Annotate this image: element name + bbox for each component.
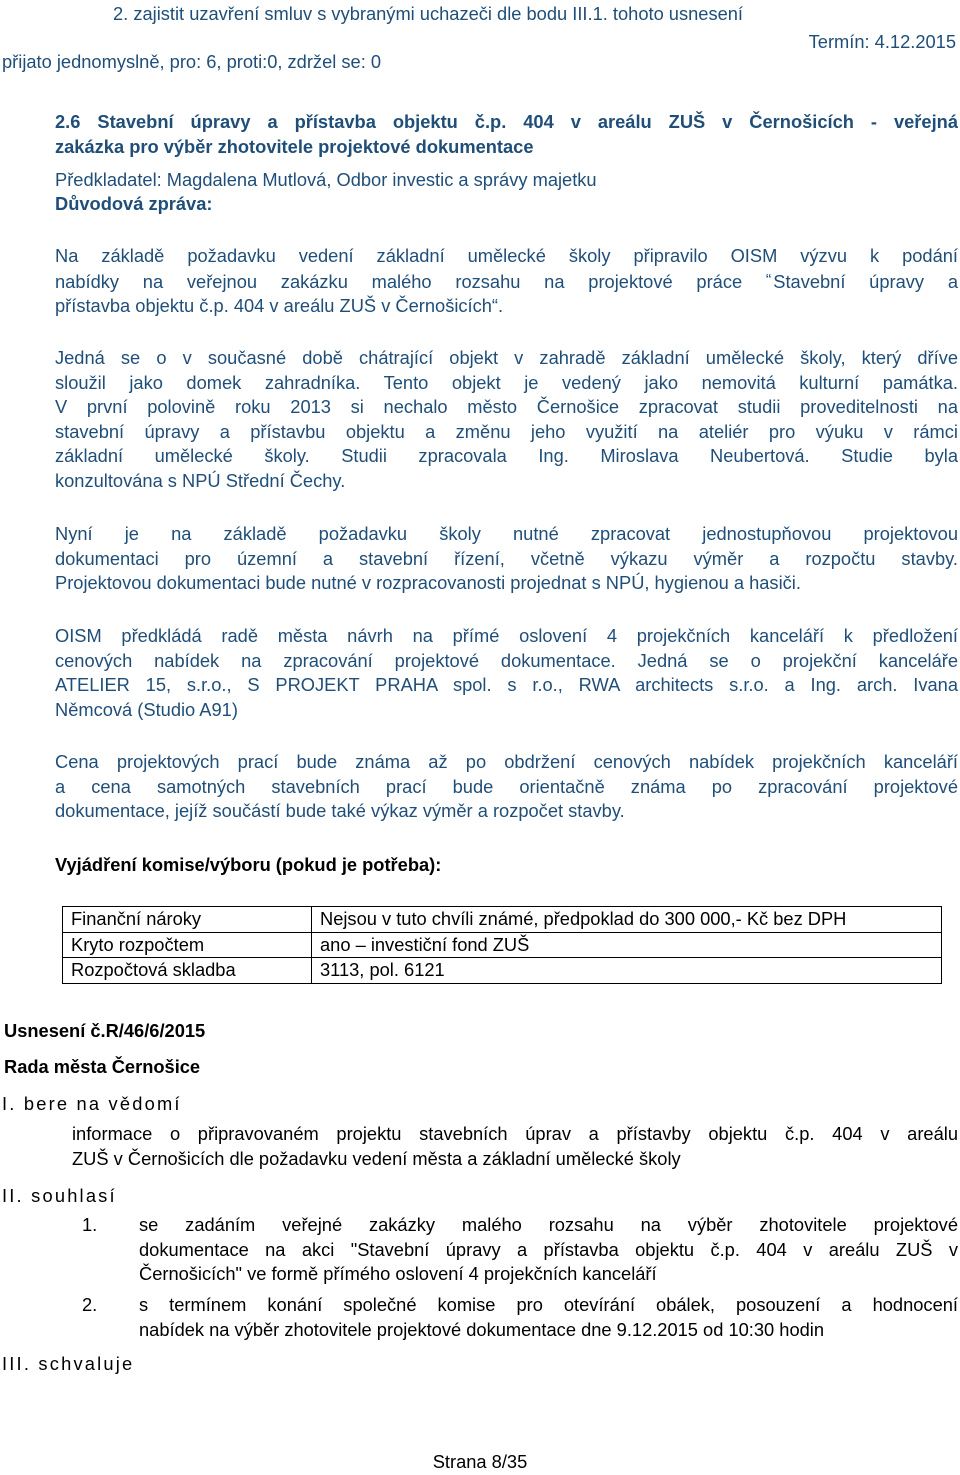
previous-item-2: 2. zajistit uzavření smluv s vybranými uchazeči dle bodu III.1. tohoto usnesení: [113, 3, 744, 24]
text-line: Projektovou dokumentaci bude nutné v rozpracovanosti projednat s NPÚ, hygienou a hasiči.: [55, 572, 801, 593]
council-name: Rada města Černošice: [4, 1056, 201, 1077]
table-cell-label: Finanční nároky: [63, 907, 312, 933]
text-line: Němcová (Studio A91): [55, 698, 238, 720]
table-cell-value: ano – investiční fond ZUŠ: [312, 932, 942, 958]
text-fragment: nabídky na veřejnou zakázku malého rozsahu na projektové práce: [55, 270, 743, 292]
text-line: V první polovině roku 2013 si nechalo město Černošice zpracovat studii proveditelnosti na: [55, 396, 958, 417]
text-line: [55, 269, 958, 295]
financial-table: [62, 906, 942, 984]
resolution-number: Usnesení č.R/46/6/2015: [4, 1020, 206, 1041]
text-line: informace o připravovaném projektu stavebních úprav a přístavby objektu č.p. 404 v areálu: [72, 1123, 958, 1144]
text-line: ZUŠ v Černošicích dle požadavku vedení města a základní umělecké školy: [72, 1147, 681, 1169]
text-line: přístavba objektu č.p. 404 v areálu ZUŠ v Černošicích“.: [55, 295, 504, 316]
text-line: se zadáním veřejné zakázky malého rozsahu na výběr zhotovitele projektové: [139, 1214, 958, 1235]
text-line: Černošicích" ve formě přímého oslovení 4 projekčních kanceláří: [139, 1263, 657, 1284]
text-line: dokumentaci pro územní a stavební řízení, včetně výkazu výměr a rozpočtu stavby.: [55, 547, 958, 569]
text-line: nabídek na výběr zhotovitele projektové dokumentace dne 9.12.2015 od 10:30 hodin: [139, 1318, 825, 1340]
committee-heading: Vyjádření komise/výboru (pokud je potřeba):: [55, 854, 442, 875]
text-line: Jedná se o v současné době chátrající objekt v zahradě základní umělecké školy, který dříve: [55, 347, 958, 368]
text-line: s termínem konání společné komise pro otevírání obálek, posouzení a hodnocení: [139, 1294, 958, 1315]
deadline: Termín: 4.12.2015: [808, 31, 956, 52]
table-cell-value: Nejsou v tuto chvíli známé, předpoklad do 300 000,- Kč bez DPH: [312, 907, 942, 933]
paragraph: [55, 750, 958, 824]
text-line: cenových nabídek na zpracování projektové dokumentace. Jedná se o projekční kanceláře: [55, 649, 958, 671]
text-line: OISM předkládá radě města návrh na přímé oslovení 4 projekčních kanceláří k předložení: [55, 625, 958, 646]
table-cell-label: Kryto rozpočtem: [63, 932, 312, 958]
text-line: ATELIER 15, s.r.o., S PROJEKT PRAHA spol. s r.o., RWA architects s.r.o. a Ing. arch. Ivana: [55, 674, 958, 695]
submitter: Předkladatel: Magdalena Mutlová, Odbor investic a správy majetku: [55, 169, 597, 190]
text-fragment: Stavební úpravy a: [773, 270, 958, 292]
table-row: [63, 932, 942, 958]
section-heading-line: 2.6 Stavební úpravy a přístavba objektu č.p. 404 v areálu ZUŠ v Černošicích - veřejná: [55, 111, 958, 132]
paragraph: [55, 346, 958, 493]
text-line: Nyní je na základě požadavku školy nutné zpracovat jednostupňovou projektovou: [55, 523, 958, 544]
vote-result: přijato jednomyslně, pro: 6, proti:0, zdržel se: 0: [2, 51, 382, 72]
list-item-number: 2.: [82, 1294, 98, 1315]
text-line: Na základě požadavku vedení základní umělecké školy připravilo OISM výzvu k podání: [55, 245, 958, 266]
section-heading: [55, 110, 958, 159]
text-line: základní umělecké školy. Studii zpracovala Ing. Miroslava Neubertová. Studie byla: [55, 445, 958, 466]
quote-mark: “: [765, 271, 772, 289]
text-line: dokumentace na akci "Stavební úpravy a přístavba objektu č.p. 404 v areálu ZUŠ v: [139, 1238, 958, 1260]
text-line: a cena samotných stavebních prací bude orientačně známa po zpracování projektové: [55, 775, 958, 797]
table-cell-label: Rozpočtová skladba: [63, 958, 312, 984]
table-row: [63, 907, 942, 933]
paragraph: [55, 522, 958, 596]
list-item-number: 1.: [82, 1214, 98, 1235]
resolution-section-text: [72, 1122, 958, 1171]
table-cell-value: 3113, pol. 6121: [312, 958, 942, 984]
list-item: [139, 1213, 958, 1287]
page-number: Strana 8/35: [432, 1451, 528, 1472]
resolution-section-heading: I. bere na vědomí: [2, 1093, 182, 1114]
resolution-section-heading: III. schvaluje: [2, 1353, 135, 1374]
text-line: sloužil jako domek zahradníka. Tento objekt je vedený jako nemovitá kulturní památka.: [55, 371, 958, 393]
resolution-section-heading: II. souhlasí: [2, 1185, 117, 1206]
list-item: [139, 1293, 958, 1342]
text-line: dokumentace, jejíž součástí bude také výkaz výměr a rozpočet stavby.: [55, 800, 625, 821]
reason-label: Důvodová zpráva:: [55, 193, 213, 214]
section-heading-line: zakázka pro výběr zhotovitele projektové dokumentace: [55, 135, 534, 157]
text-line: konzultována s NPÚ Střední Čechy.: [55, 469, 346, 491]
paragraph: [55, 244, 958, 319]
text-line: Cena projektových prací bude známa až po obdržení cenových nabídek projekčních kanceláří: [55, 751, 958, 772]
text-line: stavební úpravy a přístavbu objektu a změnu jeho využití na ateliér pro výuku v rámci: [55, 420, 958, 442]
table-row: [63, 958, 942, 984]
paragraph: [55, 624, 958, 722]
